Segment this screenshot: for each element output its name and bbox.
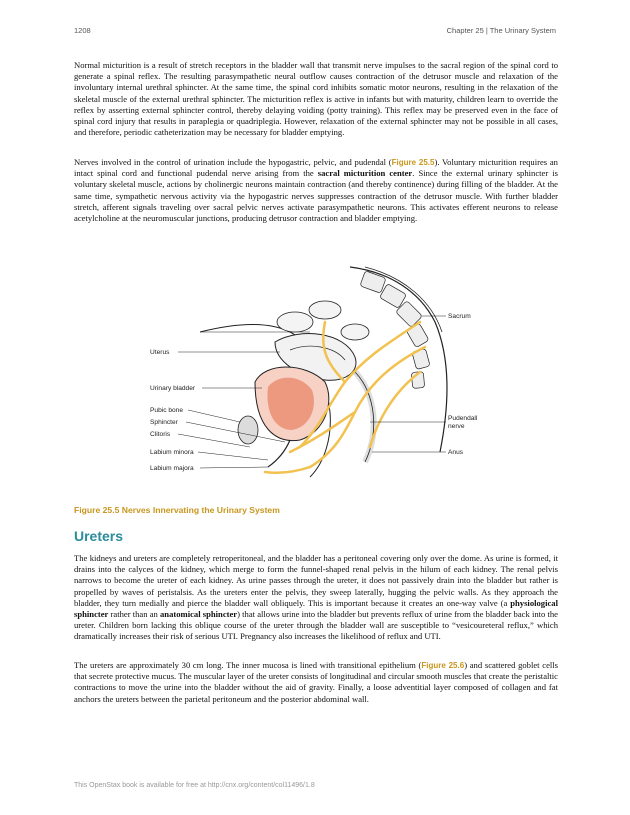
footer-note: This OpenStax book is available for free at http://cnx.org/content/col11496/1.8 (74, 782, 315, 789)
paragraph-text: Nerves involved in the control of urination include the hypogastric, pelvic, and pudendal ( (74, 157, 392, 167)
label-sacrum: Sacrum (448, 313, 471, 320)
label-anus: Anus (448, 449, 464, 456)
page-number: 1208 (74, 26, 91, 35)
figure-caption: Figure 25.5 Nerves Innervating the Urinary System (74, 505, 280, 515)
paragraph-nerves (74, 157, 558, 224)
paragraph-text: rather than an (108, 609, 160, 620)
paragraph-text: The ureters are approximately 30 cm long. The inner mucosa is lined with transitional epithelium ( (74, 660, 422, 670)
section-heading: Ureters (74, 528, 124, 544)
paragraph-text: The kidneys and ureters are completely retroperitoneal, and the bladder has a peritoneal covering only over the dome. As urine is formed, it drains into the calyces of the kidney, which merge to form the funnel-shaped renal pelvis in the hilum of each kidney. The renal pelvis narrows to become the ureter of each kidney. As urine passes through the ureter, it does not passively drain into the bladder but rather is propelled by waves of peristalsis. As the ureters enter the pelvis, they sweep laterally, hugging the pelvic walls. As they approach the bladder, they turn medially and pierce the bladder wall obliquely. This is important because it creates an one-way valve (a (74, 553, 558, 608)
label-uterus: Uterus (150, 349, 170, 356)
bold-term: physiological sphincter (74, 597, 558, 620)
paragraph-text: ) and scattered goblet cells that secrete protective mucus. The muscular layer of the ureter consists of longitudinal and circular smooth muscles that create the peristaltic contractions to move the urine into the bladder without the aid of gravity. Finally, a loose adventitial layer composed of collagen and fat anchors the ureters between the parietal peritoneum and the posterior abdominal wall. (74, 660, 558, 704)
chapter-title: Chapter 25 | The Urinary System (446, 26, 556, 35)
paragraph-ureter-length (74, 660, 558, 705)
paragraph-text: . Since the external urinary sphincter is voluntary skeletal muscle, actions by cholinergic neurons maintain contraction (and thereby continence) during filling of the bladder. At the same time, sympathetic nervous activity via the hypogastric nerves suppresses contraction of the detrusor muscle. With further bladder stretch, afferent signals traveling over sacral pelvic nerves activate parasympathetic neurons. This activates efferent neurons to release acetylcholine at the neuromuscular junctions, producing detrusor contraction and bladder emptying. (74, 168, 558, 224)
figure-link[interactable]: Figure 25.6 (421, 661, 465, 670)
paragraph-text: ) that allows urine into the bladder but prevents reflux of urine from the bladder back into the ureter. Children born lacking this oblique course of the ureter through the bladder wall are susceptible to “vesicoureteral reflux,” which dramatically increases their risk of serious UTI. Pregnancy also increases the likelihood of reflux and UTI. (74, 609, 558, 642)
paragraph-text: Normal micturition is a result of stretch receptors in the bladder wall that transmit nerve impulses to the sacral region of the spinal cord to generate a spinal reflex. The resulting parasympathetic neural outflow causes contraction of the detrusor muscle and relaxation of the involuntary internal urethral sphincter. At the same time, the spinal cord inhibits somatic motor neurons, resulting in the relaxation of the skeletal muscle of the external urethral sphincter. The micturition reflex is active in infants but with maturity, children learn to override the reflex by asserting external sphincter control, thereby delaying voiding (potty training). This reflex may be preserved even in the face of spinal cord injury that results in paraplegia or quadriplegia. However, relaxation of the external sphincter may not be possible in all cases, and therefore, periodic catheterization may be necessary for bladder emptying. (74, 60, 558, 138)
label-pudendal-nerve: Pudendall (448, 415, 478, 422)
anatomy-illustration (150, 262, 480, 487)
label-pubic-bone: Pubic bone (150, 407, 183, 414)
bold-term: anatomical sphincter (160, 609, 238, 620)
paragraph-micturition (74, 60, 558, 138)
label-urinary-bladder: Urinary bladder (150, 385, 196, 392)
label-pudendal-nerve-line2: nerve (448, 423, 465, 430)
label-labium-minora: Labium minora (150, 449, 194, 456)
figure-link[interactable]: Figure 25.5 (391, 158, 435, 167)
paragraph-text: ). Voluntary micturition requires an intact spinal cord and functional pudendal nerve arising from the (74, 157, 558, 179)
paragraph-ureters (74, 553, 558, 643)
label-clitoris: Clitoris (150, 431, 171, 438)
figure-nerves-urinary (150, 262, 480, 487)
label-sphincter: Sphincter (150, 419, 178, 426)
label-labium-majora: Labium majora (150, 465, 194, 472)
bold-term: sacral micturition center (317, 168, 413, 179)
